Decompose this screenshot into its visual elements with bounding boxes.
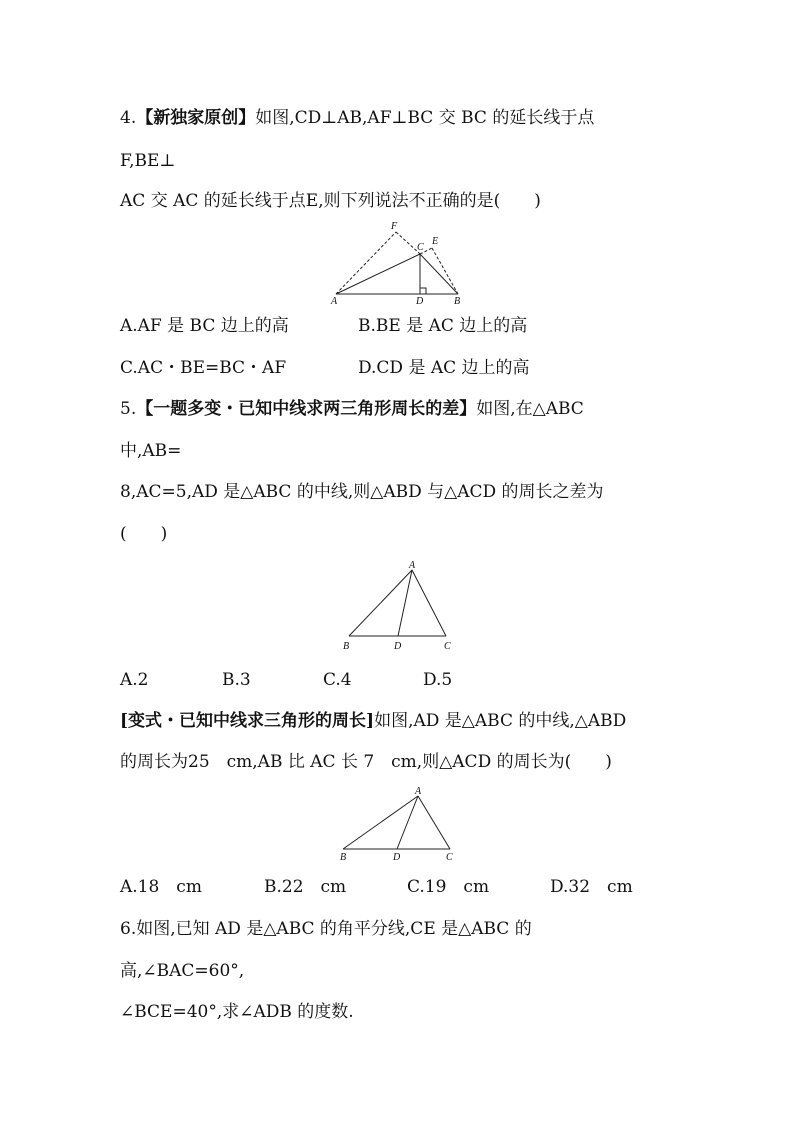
q4-segment-AC [336,254,420,294]
q4-number: 4. [120,108,137,128]
q5-stem-1: 如图,在△ABC [476,399,584,419]
q4-label-D: D [416,296,424,307]
variant-option-c[interactable]: C.19 cm [407,877,490,897]
q4-tag: 【新独家原创】 [136,108,256,128]
q5-line-4: ( ) [120,524,168,544]
q4-figure [328,220,468,306]
variant-label-B: B [340,852,347,863]
q5-label-A: A [409,560,416,571]
q4-line-3: AC 交 AC 的延长线于点E,则下列说法不正确的是( ) [120,191,541,211]
q4-right-angle-mark [420,288,426,294]
q4-option-d[interactable]: D.CD 是 AC 边上的高 [358,358,530,378]
q4-line-1 [120,107,594,129]
q5-tag: 【一题多变・已知中线求两三角形周长的差】 [136,399,477,419]
q5-number: 5. [120,399,137,419]
variant-stem-1: 如图,AD 是△ABC 的中线,△ABD [374,711,627,731]
q4-option-b[interactable]: B.BE 是 AC 边上的高 [358,316,528,336]
q4-label-A: A [331,296,338,307]
variant-option-d[interactable]: D.32 cm [550,877,633,897]
q5-line-3: 8,AC=5,AD 是△ABC 的中线,则△ABD 与△ACD 的周长之差为 [120,482,604,502]
q5-option-b[interactable]: B.3 [222,670,251,690]
q5-option-d[interactable]: D.5 [423,670,453,690]
q4-option-a[interactable]: A.AF 是 BC 边上的高 [120,316,289,336]
variant-option-a[interactable]: A.18 cm [120,877,202,897]
q4-label-E: E [432,236,439,247]
variant-tag: [变式・已知中线求三角形的周长] [120,711,375,731]
q5-segment-AB [349,570,412,636]
q5-segment-AD [398,570,412,636]
q5-line-2: 中,AB= [120,441,182,461]
variant-segment-AB [343,796,418,849]
variant-segment-AC [418,796,450,849]
q6-line-1: 6.如图,已知 AD 是△ABC 的角平分线,CE 是△ABC 的 [120,919,532,939]
q4-option-c[interactable]: C.AC・BE=BC・AF [120,358,287,378]
q5-option-a[interactable]: A.2 [120,670,149,690]
q5-label-D: D [394,641,402,652]
q5-line-1 [120,398,584,420]
variant-label-A: A [415,786,422,797]
q5-label-C: C [444,641,451,652]
variant-label-C: C [446,852,453,863]
variant-line-1 [120,710,626,732]
q4-segment-AF [336,232,396,294]
q5-label-B: B [343,641,350,652]
variant-option-b[interactable]: B.22 cm [264,877,347,897]
q4-label-B: B [454,296,461,307]
variant-line-2: 的周长为25 cm,AB 比 AC 长 7 cm,则△ACD 的周长为( ) [120,752,612,772]
q5-segment-AC [412,570,446,636]
q4-label-C: C [417,242,424,253]
q4-label-F: F [391,221,398,232]
q6-line-3: ∠BCE=40°,求∠ADB 的度数. [120,1002,354,1022]
q6-line-2: 高,∠BAC=60°, [120,961,245,981]
variant-label-D: D [393,852,401,863]
q4-line-2: F,BE⊥ [120,151,176,171]
variant-figure [336,786,460,864]
q4-stem-1: 如图,CD⊥AB,AF⊥BC 交 BC 的延长线于点 [255,108,595,128]
q5-option-c[interactable]: C.4 [323,670,352,690]
q5-figure [340,558,460,653]
